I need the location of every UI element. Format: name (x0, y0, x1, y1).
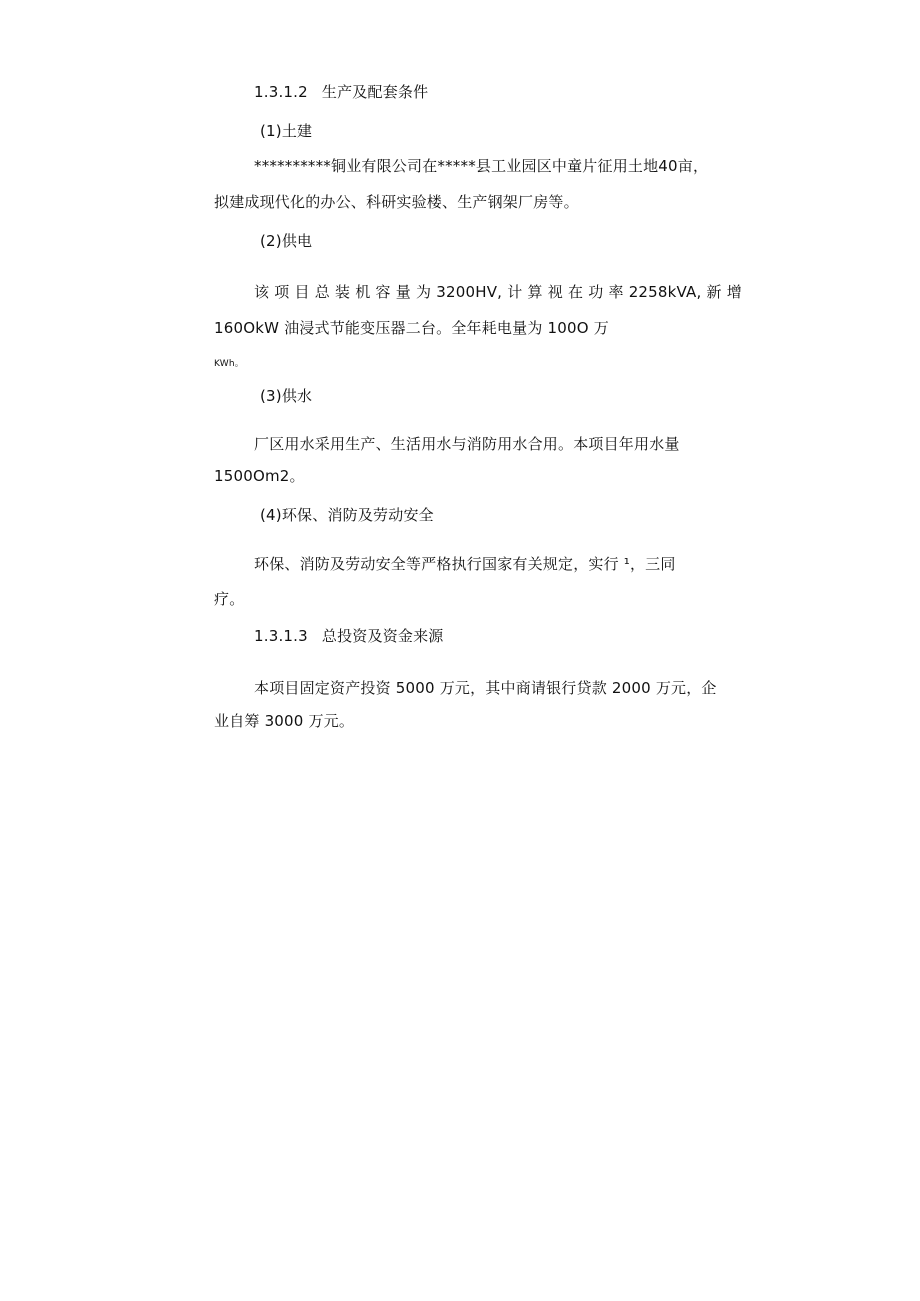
text-fragment: 项 (274, 283, 290, 301)
text-fragment: 计 (507, 283, 523, 301)
text-fragment: 容 (375, 283, 391, 301)
text-fragment: 为 (416, 283, 432, 301)
text-fragment: 目 (294, 283, 310, 301)
text-fragment: 率 (608, 283, 624, 301)
paragraph-water-line-1: 厂区用水采用生产、生活用水与消防用水合用。本项目年用水量 (254, 435, 680, 453)
text-fragment: 量 (395, 283, 411, 301)
subheading-power-supply: (2)供电 (260, 232, 313, 250)
paragraph-investment-line-2: 业自筹 3000 万元。 (214, 712, 355, 730)
text-fragment: 机 (355, 283, 371, 301)
section-title: 总投资及资金来源 (321, 627, 444, 645)
paragraph-civil-line-1: **********铜业有限公司在*****县工业园区中童片征用土地40亩， (254, 157, 709, 175)
text-fragment: 2258kVA, (628, 283, 702, 301)
paragraph-power-line-1 (254, 282, 742, 302)
section-number: 1.3.1.3 (254, 627, 308, 645)
text-fragment: 功 (588, 283, 604, 301)
text-fragment: 总 (314, 283, 330, 301)
text-fragment: 该 (254, 283, 270, 301)
paragraph-investment-line-1: 本项目固定资产投资 5000 万元，其中商请银行贷款 2000 万元，企 (254, 679, 717, 697)
text-fragment: 3200HV, (436, 283, 503, 301)
paragraph-civil-line-2: 拟建成现代化的办公、科研实验楼、生产钢架厂房等。 (214, 193, 579, 211)
section-heading-1-3-1-2 (254, 82, 428, 102)
paragraph-water-line-2: 1500Om2。 (214, 467, 305, 485)
text-fragment: 视 (547, 283, 563, 301)
subheading-civil-works: (1)土建 (260, 122, 313, 140)
text-fragment: 装 (335, 283, 351, 301)
text-fragment: 增 (726, 283, 742, 301)
text-fragment: 算 (527, 283, 543, 301)
text-fragment: 在 (567, 283, 584, 301)
section-heading-1-3-1-3 (254, 626, 444, 646)
paragraph-power-line-2: 160OkW 油浸式节能变压器二台。全年耗电量为 100O 万 (214, 319, 609, 337)
paragraph-safety-line-1: 环保、消防及劳动安全等严格执行国家有关规定，实行 ¹，三同 (254, 555, 676, 573)
subheading-water-supply: (3)供水 (260, 387, 313, 405)
text-fragment: 新 (706, 283, 722, 301)
section-number: 1.3.1.2 (254, 83, 308, 101)
paragraph-safety-line-2: 疗。 (214, 590, 245, 608)
subheading-environment-safety: (4)环保、消防及劳动安全 (260, 506, 434, 524)
paragraph-power-unit: KWh。 (214, 359, 244, 369)
section-title: 生产及配套条件 (321, 83, 429, 101)
